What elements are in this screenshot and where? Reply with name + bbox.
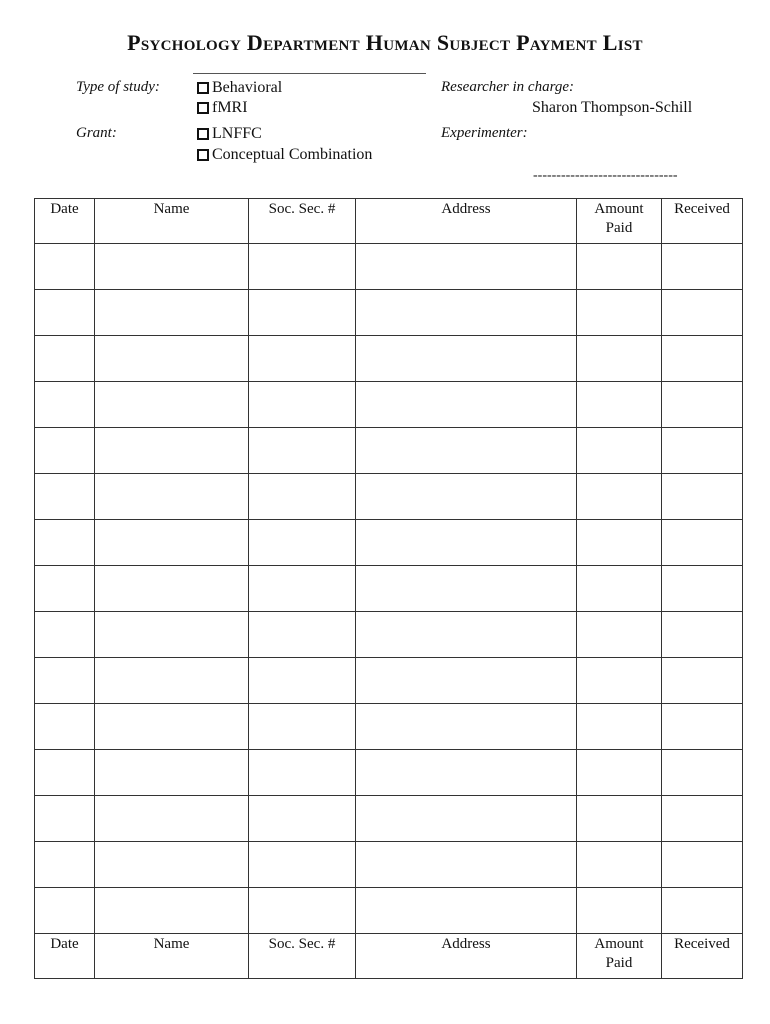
cell-amount-paid[interactable] bbox=[577, 290, 662, 336]
cell-ssn[interactable] bbox=[249, 796, 356, 842]
cell-received[interactable] bbox=[662, 566, 743, 612]
cell-address[interactable] bbox=[356, 244, 577, 290]
cell-received[interactable] bbox=[662, 612, 743, 658]
table-row bbox=[35, 658, 743, 704]
cell-name[interactable] bbox=[95, 842, 249, 888]
cell-amount-paid[interactable] bbox=[577, 750, 662, 796]
cell-address[interactable] bbox=[356, 796, 577, 842]
cell-date[interactable] bbox=[35, 842, 95, 888]
cell-received[interactable] bbox=[662, 474, 743, 520]
grant-option-lnffc[interactable] bbox=[197, 125, 262, 143]
footer-name: Name bbox=[95, 934, 249, 979]
cell-amount-paid[interactable] bbox=[577, 796, 662, 842]
cell-amount-paid[interactable] bbox=[577, 842, 662, 888]
cell-date[interactable] bbox=[35, 428, 95, 474]
cell-address[interactable] bbox=[356, 704, 577, 750]
cell-amount-paid[interactable] bbox=[577, 658, 662, 704]
cell-received[interactable] bbox=[662, 704, 743, 750]
cell-ssn[interactable] bbox=[249, 474, 356, 520]
cell-ssn[interactable] bbox=[249, 244, 356, 290]
table-row bbox=[35, 750, 743, 796]
cell-date[interactable] bbox=[35, 796, 95, 842]
cell-received[interactable] bbox=[662, 658, 743, 704]
column-header-address: Address bbox=[356, 199, 577, 244]
cell-amount-paid[interactable] bbox=[577, 612, 662, 658]
cell-name[interactable] bbox=[95, 796, 249, 842]
cell-name[interactable] bbox=[95, 336, 249, 382]
cell-address[interactable] bbox=[356, 750, 577, 796]
cell-date[interactable] bbox=[35, 474, 95, 520]
cell-amount-paid[interactable] bbox=[577, 520, 662, 566]
footer-amount-paid: Amount Paid bbox=[577, 934, 662, 979]
cell-ssn[interactable] bbox=[249, 428, 356, 474]
cell-address[interactable] bbox=[356, 566, 577, 612]
cell-received[interactable] bbox=[662, 750, 743, 796]
cell-ssn[interactable] bbox=[249, 520, 356, 566]
study-option-fmri[interactable] bbox=[197, 99, 248, 117]
cell-date[interactable] bbox=[35, 244, 95, 290]
table-row bbox=[35, 842, 743, 888]
cell-name[interactable] bbox=[95, 520, 249, 566]
grant-label: Grant: bbox=[76, 125, 117, 141]
grant-option-label: LNFFC bbox=[212, 125, 262, 142]
cell-address[interactable] bbox=[356, 520, 577, 566]
cell-address[interactable] bbox=[356, 336, 577, 382]
table-row bbox=[35, 474, 743, 520]
study-option-label: fMRI bbox=[212, 99, 248, 116]
checkbox-icon[interactable] bbox=[197, 82, 209, 94]
cell-name[interactable] bbox=[95, 474, 249, 520]
footer-address: Address bbox=[356, 934, 577, 979]
cell-date[interactable] bbox=[35, 888, 95, 934]
table-row bbox=[35, 244, 743, 290]
cell-amount-paid[interactable] bbox=[577, 428, 662, 474]
cell-ssn[interactable] bbox=[249, 336, 356, 382]
cell-date[interactable] bbox=[35, 382, 95, 428]
table-row bbox=[35, 704, 743, 750]
cell-received[interactable] bbox=[662, 796, 743, 842]
cell-address[interactable] bbox=[356, 474, 577, 520]
cell-name[interactable] bbox=[95, 888, 249, 934]
table-row bbox=[35, 612, 743, 658]
cell-name[interactable] bbox=[95, 382, 249, 428]
cell-ssn[interactable] bbox=[249, 658, 356, 704]
table-footer-row bbox=[35, 934, 743, 979]
grant-option-label: Conceptual Combination bbox=[212, 146, 373, 163]
column-header-received: Received bbox=[662, 199, 743, 244]
cell-received[interactable] bbox=[662, 428, 743, 474]
page-title: Psychology Department Human Subject Payment List bbox=[127, 30, 643, 55]
table-row bbox=[35, 796, 743, 842]
cell-date[interactable] bbox=[35, 658, 95, 704]
cell-name[interactable] bbox=[95, 612, 249, 658]
cell-ssn[interactable] bbox=[249, 566, 356, 612]
cell-received[interactable] bbox=[662, 520, 743, 566]
cell-amount-paid[interactable] bbox=[577, 336, 662, 382]
cell-ssn[interactable] bbox=[249, 704, 356, 750]
cell-amount-paid[interactable] bbox=[577, 704, 662, 750]
cell-amount-paid[interactable] bbox=[577, 382, 662, 428]
table-row bbox=[35, 888, 743, 934]
footer-date: Date bbox=[35, 934, 95, 979]
footer-ssn: Soc. Sec. # bbox=[249, 934, 356, 979]
column-header-name: Name bbox=[95, 199, 249, 244]
cell-address[interactable] bbox=[356, 290, 577, 336]
cell-ssn[interactable] bbox=[249, 750, 356, 796]
cell-name[interactable] bbox=[95, 750, 249, 796]
checkbox-icon[interactable] bbox=[197, 128, 209, 140]
cell-date[interactable] bbox=[35, 612, 95, 658]
cell-ssn[interactable] bbox=[249, 290, 356, 336]
researcher-name: Sharon Thompson-Schill bbox=[532, 99, 693, 116]
column-header-amount-paid: Amount Paid bbox=[577, 199, 662, 244]
cell-amount-paid[interactable] bbox=[577, 244, 662, 290]
table-row bbox=[35, 566, 743, 612]
column-header-ssn: Soc. Sec. # bbox=[249, 199, 356, 244]
cell-amount-paid[interactable] bbox=[577, 888, 662, 934]
study-type-label: Type of study: bbox=[76, 79, 160, 95]
grant-option-conceptual[interactable] bbox=[197, 146, 372, 164]
table-row bbox=[35, 520, 743, 566]
experimenter-label: Experimenter: bbox=[441, 125, 528, 141]
table-header-row bbox=[35, 199, 743, 244]
cell-received[interactable] bbox=[662, 336, 743, 382]
cell-date[interactable] bbox=[35, 290, 95, 336]
table-row bbox=[35, 428, 743, 474]
cell-received[interactable] bbox=[662, 290, 743, 336]
cell-address[interactable] bbox=[356, 382, 577, 428]
cell-received[interactable] bbox=[662, 888, 743, 934]
cell-amount-paid[interactable] bbox=[577, 474, 662, 520]
cell-received[interactable] bbox=[662, 842, 743, 888]
researcher-label: Researcher in charge: bbox=[441, 79, 575, 95]
cell-address[interactable] bbox=[356, 842, 577, 888]
cell-name[interactable] bbox=[95, 566, 249, 612]
cell-name[interactable] bbox=[95, 704, 249, 750]
cell-address[interactable] bbox=[356, 428, 577, 474]
cell-date[interactable] bbox=[35, 566, 95, 612]
cell-name[interactable] bbox=[95, 658, 249, 704]
table-row bbox=[35, 336, 743, 382]
cell-ssn[interactable] bbox=[249, 612, 356, 658]
cell-amount-paid[interactable] bbox=[577, 566, 662, 612]
cell-name[interactable] bbox=[95, 290, 249, 336]
cell-received[interactable] bbox=[662, 382, 743, 428]
study-option-label: Behavioral bbox=[212, 79, 283, 96]
footer-received: Received bbox=[662, 934, 743, 979]
cell-ssn[interactable] bbox=[249, 888, 356, 934]
checkbox-icon[interactable] bbox=[197, 149, 209, 161]
title-underline bbox=[193, 73, 426, 74]
table-row bbox=[35, 290, 743, 336]
cell-address[interactable] bbox=[356, 888, 577, 934]
cell-name[interactable] bbox=[95, 428, 249, 474]
table-row bbox=[35, 382, 743, 428]
cell-address[interactable] bbox=[356, 658, 577, 704]
cell-ssn[interactable] bbox=[249, 842, 356, 888]
cell-date[interactable] bbox=[35, 336, 95, 382]
checkbox-icon[interactable] bbox=[197, 102, 209, 114]
cell-received[interactable] bbox=[662, 244, 743, 290]
cell-name[interactable] bbox=[95, 244, 249, 290]
cell-address[interactable] bbox=[356, 612, 577, 658]
cell-date[interactable] bbox=[35, 704, 95, 750]
cell-ssn[interactable] bbox=[249, 382, 356, 428]
cell-date[interactable] bbox=[35, 520, 95, 566]
experimenter-blank-line[interactable]: ------------------------------- bbox=[533, 168, 678, 183]
study-option-behavioral[interactable] bbox=[197, 79, 282, 97]
cell-date[interactable] bbox=[35, 750, 95, 796]
payment-table bbox=[34, 198, 743, 979]
column-header-date: Date bbox=[35, 199, 95, 244]
